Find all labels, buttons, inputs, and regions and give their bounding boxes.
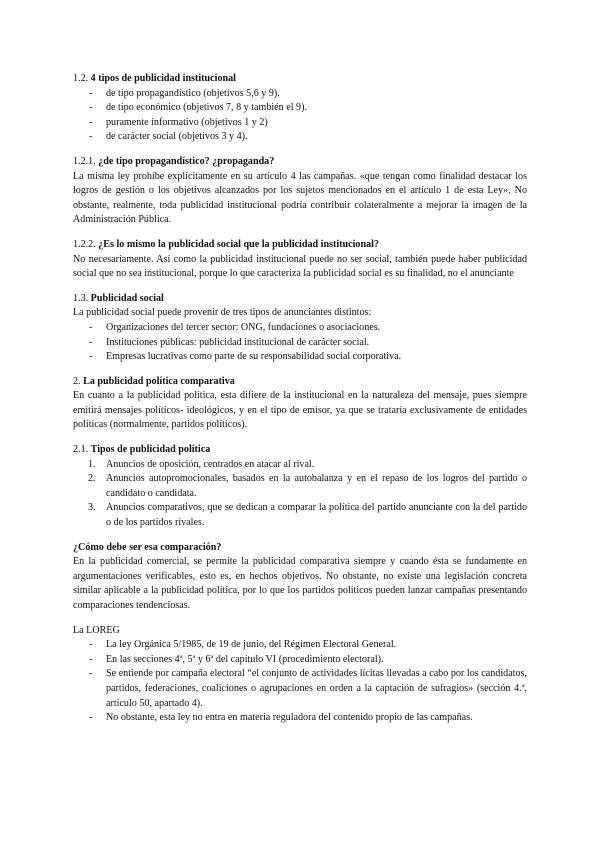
comparison-paragraph: En la publicidad comercial, se permite la publicidad comparativa siempre y cuando ésta se fundamente en argumentaciones verificables, esto es, en hechos objetivos. No obstante, no existe una legislación concreta similar aplicable a la publicidad política, por lo que los partidos políticos pueden lanzar campañas presentando comparaciones tendenciosas.: [73, 556, 527, 611]
list-item: - La ley Orgánica 5/1985, de 19 de junio, del Régimen Electoral General.: [89, 639, 397, 651]
section-1-2-2-paragraph: No necesariamente. Así como la publicidad institucional puede no ser social, también puede haber publicidad social que no sea institucional, porque lo que caracteriza la publicidad social es su finalidad, no el anunciante: [73, 253, 527, 280]
list-item: 3. Anuncios comparativos, que se dedican a comparar la política del partido anunciante con la del partido o de los partidos rivales.: [88, 502, 527, 529]
section-2-1-heading: 2.1. Tipos de publicidad política: [73, 444, 211, 456]
section-2-heading: 2. La publicidad política comparativa: [73, 375, 235, 387]
political-ad-types-list: [73, 458, 527, 531]
loreg-heading: La LOREG: [73, 624, 120, 636]
list-item: - En las secciones 4ª, 5ª y 6ª del capítulo VI (procedimiento electoral).: [89, 653, 384, 665]
list-item: - Organizaciones del tercer sector: ONG, fundaciones o asociaciones.: [89, 321, 381, 333]
list-item: - Instituciones públicas: publicidad institucional de carácter social.: [89, 336, 370, 348]
document-page: [73, 72, 527, 726]
list-item: - Se entiende por campaña electoral “el conjunto de actividades lícitas llevadas a cabo por los candidatos, partidos, federaciones, coaliciones o agrupaciones en orden a la captación de sufragios» (sección 4.ª, artículo 50, apartado 4).: [89, 668, 527, 709]
institutional-types-list: [73, 87, 527, 145]
section-1-2-1-paragraph: La misma ley prohíbe explícitamente en su artículo 4 las campañas. «que tengan como finalidad destacar los logros de gestión o los objetivos alcanzados por los sujetos mencionados en el artículo 1 de esta Ley». No obstante, realmente, toda publicidad institucional podría contribuir colateralmente a mejorar la imagen de la Administración Pública.: [73, 170, 527, 226]
list-item: - de carácter social (objetivos 3 y 4).: [89, 131, 248, 143]
list-item: 2. Anuncios autopromocionales, basados en la autobalanza y en el repaso de los logros del partido o candidato o candidata.: [88, 473, 527, 499]
section-2-paragraph: En cuanto a la publicidad política, esta difiere de la institucional en la naturaleza del mensaje, pues siempre emitirá mensajes políticos- ideológicos, y en el tipo de emisor, ya que se trataría exclusivamente de entidades políticas (normalmente, partidos políticos).: [73, 390, 527, 431]
section-1-2-heading: 1.2. 4 tipos de publicidad institucional: [73, 73, 236, 84]
list-item: - de tipo propagandístico (objetivos 5,6 y 9).: [89, 87, 280, 99]
list-item: - puramente informativo (objetivos 1 y 2): [89, 116, 268, 128]
comparison-heading: ¿Cómo debe ser esa comparación?: [73, 541, 222, 553]
section-1-2-1-heading: 1.2.1. ¿de tipo propagandístico? ¿propaganda?: [73, 155, 275, 167]
social-advertisers-list: [73, 321, 527, 365]
section-1-3-heading: 1.3. Publicidad social: [73, 292, 164, 304]
list-item: - de tipo económico (objetivos 7, 8 y también el 9).: [89, 102, 307, 114]
list-item: - No obstante, esta ley no entra en materia reguladora del contenido propio de las campañas.: [89, 712, 473, 724]
list-item: - Empresas lucrativas como parte de su responsabilidad social corporativa.: [89, 351, 402, 363]
list-item: 1. Anuncios de oposición, centrados en atacar al rival.: [88, 458, 315, 470]
section-1-3-paragraph: La publicidad social puede provenir de tres tipos de anunciantes distintos:: [73, 307, 372, 319]
loreg-list: [73, 638, 527, 726]
section-1-2-2-heading: 1.2.2. ¿Es lo mismo la publicidad social que la publicidad institucional?: [73, 238, 379, 250]
